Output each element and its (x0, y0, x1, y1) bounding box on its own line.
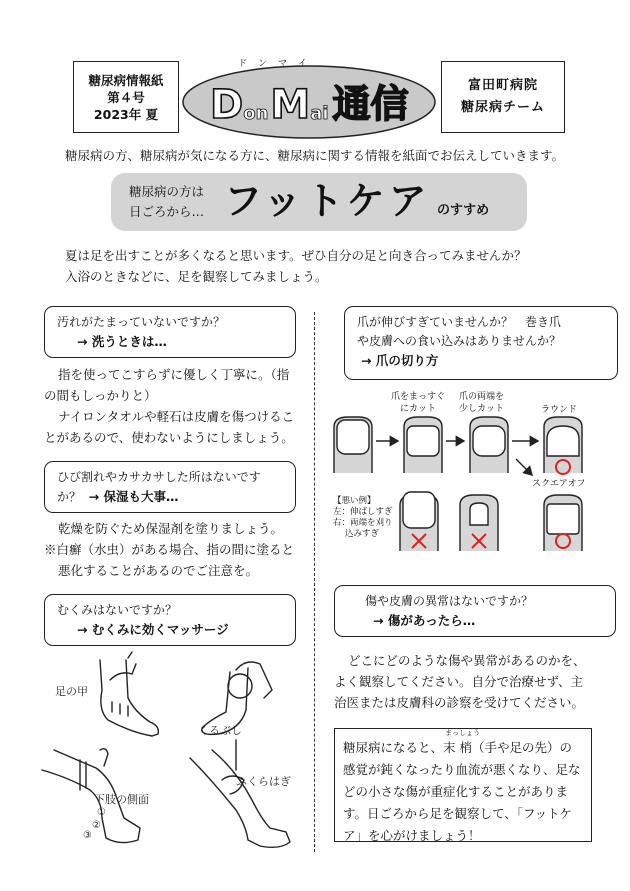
answer-moisturize: → 保湿も大事… (88, 489, 179, 504)
peripheral-note-box (334, 728, 592, 842)
answer-massage: → むくみに効くマッサージ (77, 622, 229, 637)
question-nails-line2: や皮膚への食い込みはありませんか？ (357, 334, 562, 348)
label-cut-straight-line1: 爪をまっすぐ (391, 392, 446, 402)
label-cut-sides (459, 391, 504, 415)
note-pre: 糖尿病になると、 (343, 740, 444, 755)
bad-example-line3: 込みすぎ (345, 529, 380, 539)
question-cracks-line1: ひび割れやカサカサした所はないです (57, 470, 261, 484)
issue-info-box (73, 61, 179, 133)
question-nails (344, 306, 618, 380)
question-dirt (44, 306, 296, 358)
note-line4: す。日ごろから足を観察して、「フットケ (343, 806, 572, 821)
lead-line1: 夏は足を出すことが多くなると思います。ぜひ自分の足と向き合ってみませんか？ (65, 248, 527, 263)
team-name: 糖尿病チーム (460, 100, 545, 115)
note-rest1: （手や足の先）の (472, 740, 573, 755)
question-dirt-text: 汚れがたまっていないですか？ (57, 315, 226, 329)
lead-text (65, 245, 527, 287)
moisturize-line1: 乾燥を防ぐため保湿剤を塗りましょう。 (58, 521, 284, 536)
question-swelling-text: むくみはないですか？ (57, 603, 178, 617)
wash-line3: ナイロンタオルや軽石は皮膚を傷つけるこ (58, 409, 295, 424)
wounds-body (334, 650, 609, 713)
issue-title: 糖尿病情報紙 (88, 72, 164, 88)
wounds-line2: よく観察してください。自分で治療せず、主 (334, 674, 584, 689)
answer-wash: → 洗うときは… (77, 334, 167, 349)
bad-example-note (333, 496, 393, 540)
label-cut-sides-line1: 爪の両端を (459, 392, 505, 402)
logo-d: D (210, 82, 244, 128)
issue-number: 第４号 (107, 89, 145, 105)
moisturize-line3: 悪化することがあるのでご注意を。 (58, 563, 259, 578)
logo-on: on (243, 103, 269, 124)
wash-line2: の間もしっかりと） (44, 388, 157, 403)
label-step2: ② (92, 820, 101, 831)
label-ankle: くるぶし (198, 724, 242, 737)
logo-ai: ai (310, 103, 329, 124)
question-cracks-line2: か？ (57, 490, 82, 504)
question-wounds-text: 傷や皮膚の異常はないですか？ (365, 594, 534, 608)
question-swelling (44, 594, 296, 646)
banner-suffix: のすすめ (437, 203, 490, 218)
label-calf: ふくらはぎ (236, 775, 291, 788)
label-step1: ① (97, 807, 106, 818)
intro-text: 糖尿病の方、糖尿病が気になる方に、糖尿病に関する情報を紙面でお伝えしていきます。 (65, 148, 565, 163)
note-term-wrap (443, 729, 481, 755)
issue-season: 2023年 夏 (93, 106, 159, 122)
label-cut-straight (391, 391, 445, 415)
lead-line2: 入浴のときなどに、足を観察してみましょう。 (65, 269, 328, 284)
label-shin: 下肢の側面 (94, 793, 149, 806)
note-ruby: まっしょう (445, 729, 481, 737)
note-line3: どの小さな傷が重症化することがありま (343, 784, 569, 799)
bad-example-line2: 右：両端を刈り (333, 518, 393, 528)
hospital-name: 富田町病院 (467, 78, 538, 93)
label-cut-sides-line2: 少しカット (459, 404, 504, 414)
logo-text (210, 75, 409, 128)
logo-ruby: ドンマイ (238, 59, 318, 69)
banner-subtitle (129, 182, 204, 222)
bad-example-line1: 左：伸ばしすぎ (333, 507, 393, 517)
hospital-info-box (441, 61, 565, 133)
moisturize-body (44, 518, 309, 581)
wounds-line3: 治医または皮膚科の診察を受けてください。 (334, 695, 585, 710)
note-line5: ア」を心がけましょう！ (343, 828, 481, 843)
moisturize-line2: ※白癬（水虫）がある場合、指の間に塗ると (44, 542, 295, 557)
note-line2: 感覚が鈍くなったり血流が悪くなり、足な (343, 762, 581, 777)
answer-wounds: → 傷があったら… (373, 613, 476, 628)
label-square-off: スクエアオフ (532, 479, 586, 489)
banner-subtitle-line2: 日ごろから… (129, 204, 205, 219)
wounds-line1: どこにどのような傷や異常があるのかを、 (348, 653, 586, 668)
banner-subtitle-line1: 糖尿病の方は (129, 184, 205, 199)
column-divider (314, 312, 315, 852)
label-step3: ③ (83, 830, 92, 841)
question-wounds (334, 585, 616, 637)
label-instep: 足の甲 (55, 685, 88, 698)
wash-line4: とがあるので、使わないようにしましょう。 (44, 430, 294, 445)
banner-title: フットケア (224, 179, 431, 223)
wash-body (44, 364, 304, 448)
question-nails-line1: 爪が伸びすぎていませんか？ 巻き爪 (357, 315, 562, 329)
answer-nail-cutting: → 爪の切り方 (361, 353, 439, 368)
logo-title: 通信 (332, 82, 409, 126)
label-cut-straight-line2: にカット (400, 404, 436, 414)
question-cracks (44, 461, 296, 513)
label-round: ラウンド (541, 405, 578, 415)
logo-m: M (270, 82, 311, 128)
wash-line1: 指を使ってこすらずに優しく丁寧に。（指 (58, 367, 290, 382)
bad-example-title: 【悪い例】 (333, 496, 376, 506)
note-term: 末 梢 (443, 740, 472, 755)
